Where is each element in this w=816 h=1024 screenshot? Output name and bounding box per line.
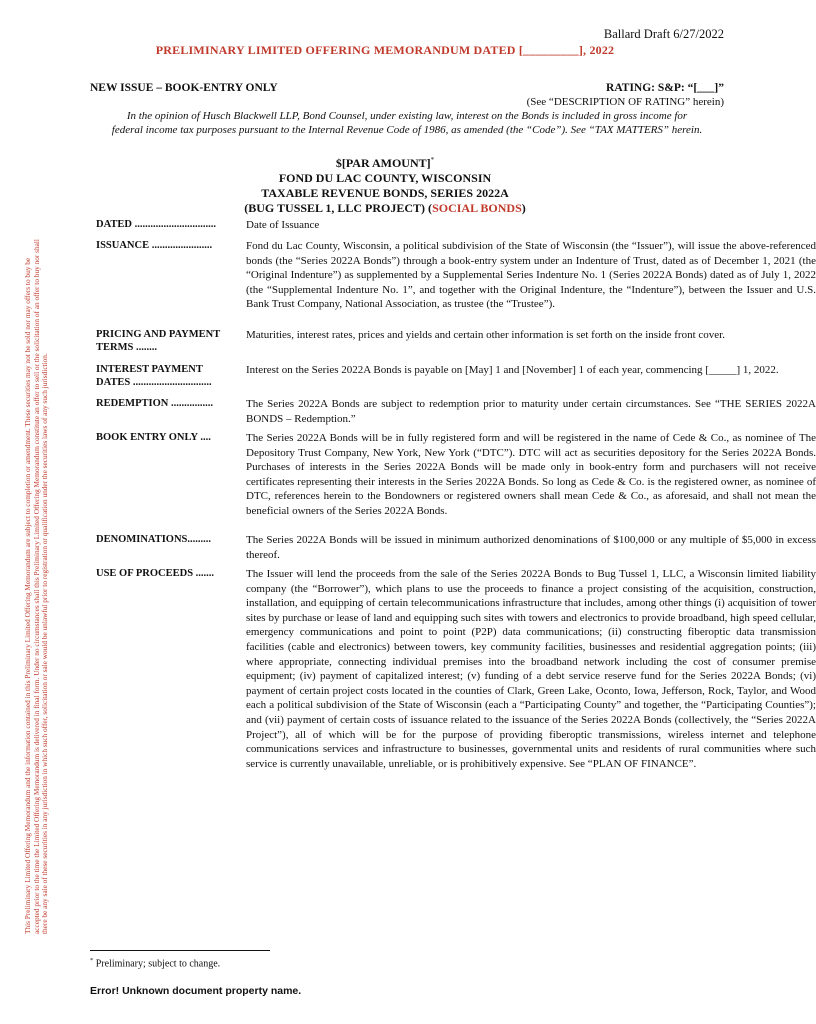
footnote-divider — [90, 950, 270, 951]
document-property-error: Error! Unknown document property name. — [90, 985, 302, 997]
term-label: DATED ............................... — [96, 219, 216, 230]
term-label: PRICING AND PAYMENT TERMS ........ — [96, 329, 221, 353]
bond-title-block — [0, 153, 770, 216]
rating-reference: (See “DESCRIPTION OF RATING” herein) — [526, 96, 724, 108]
sidebar-notice-line: there be any sale of these securities in any jurisdiction in which such offer, solicitation or sale would be unlawful prior to registration or qualification under the securities laws of any such jurisdiction. — [40, 353, 50, 934]
term-text: Date of Issuance — [246, 219, 320, 231]
tax-opinion — [90, 110, 724, 137]
term-text: The Issuer will lend the proceeds from the sale of the Series 2022A Bonds to Bug Tussel 1, LLC, a Wisconsin limited liability company (the “Borrower”), which plans to use the proceeds to finance a project consisting of the acquisition, construction, installation, and equipping of certain telecommunications infrastructure that includes, among other things (i) acquisition of tower sites by purchase or lease of land and equipping such sites with towers and electronics to provide broadband, high speed cellular, emergency communications and point to point (P2P) data communications; (ii) constructing fiberoptic data transmission facilities (cable and electronics) between towers, key community facilities, businesses and residential aggregation points; (iii) where appropriate, connecting individual premises into the broadband network including the cost of consumer premise equipment; (iv) payment of capitalized interest; (v) funding of a debt service reserve fund for the Series 2022A Bonds; (vi) payment of certain project costs located in the counties of Clark, Green Lake, Oconto, Iowa, Jefferson, Rock, Taylor, and Wood each a political subdivision of the State of Wisconsin (each a “Participating County” and together, the “Participating Counties”); and (vii) payment of certain costs of issuance related to the issuance of the Series 2022A Bonds (collectively, the “Series 2022A Project”), all of which will be for the purpose of providing fiberoptic transmissions, wireless internet and telephone communications services and infrastructure to businesses, governmental units and residents of rural communities where such service is currently unavailable, unreliable, or is prohibitively expensive. See “PLAN OF FINANCE”. — [246, 568, 816, 770]
draft-label: Ballard Draft 6/27/2022 — [603, 27, 724, 41]
project-name — [0, 201, 770, 216]
project-name-close: ) — [521, 201, 526, 215]
bond-series-name: TAXABLE REVENUE BONDS, SERIES 2022A — [261, 186, 509, 200]
term-label: BOOK ENTRY ONLY .... — [96, 432, 211, 443]
term-label: ISSUANCE ....................... — [96, 240, 213, 251]
term-text: The Series 2022A Bonds are subject to redemption prior to maturity under certain circumstances. See “THE SERIES 2022A BONDS – Redemption.” — [246, 398, 816, 425]
term-text: Maturities, interest rates, prices and yields and certain other information is set forth on the inside front cover. — [246, 329, 725, 341]
term-label: USE OF PROCEEDS ....... — [96, 568, 215, 579]
new-issue-label: NEW ISSUE – BOOK-ENTRY ONLY — [90, 82, 278, 94]
footnote-mark: * — [90, 957, 94, 964]
issuer-name: FOND DU LAC COUNTY, WISCONSIN — [278, 171, 492, 185]
term-text: Fond du Lac County, Wisconsin, a political subdivision of the State of Wisconsin (the “Issuer”), will issue the above-referenced bonds (the “Series 2022A Bonds”) through a book-entry system under an Indenture of Trust, dated as of December 1, 2021 (the “Original Indenture”) as supplemented by a Supplemental Series Indenture No. 1 (Series 2022A Bonds) dated as of July 1, 2022 (the “Supplemental Indenture No. 1”, and together with the Original Indenture, the “Indenture”), between the Issuer and U.S. Bank Trust Company, National Association, as trustee (the “Trustee”). — [246, 240, 816, 311]
project-name-text: (BUG TUSSEL 1, LLC PROJECT) ( — [244, 201, 433, 215]
tax-opinion-line: In the opinion of Husch Blackwell LLP, Bond Counsel, under existing law, interest on the Bonds is included in gross income for — [126, 110, 688, 122]
term-text: The Series 2022A Bonds will be in fully registered form and will be registered in the name of Cede & Co., as nominee of The Depository Trust Company, New York, New York (“DTC”). DTC will act as securities depository for the Series 2022A Bonds. Purchases of interests in the Series 2022A Bonds will be made only in book-entry form and purchasers will not receive certificates representing their interests in the Series 2022A Bonds. So long as Cede & Co. is the registered owner, as nominee of DTC, references herein to the Bondowners or registered owners shall mean Cede & Co., as aforesaid, and shall not mean the beneficial owners of the Series 2022A Bonds. — [246, 432, 816, 517]
rating-label: RATING: S&P: “[___]” — [606, 82, 724, 94]
par-amount-footnote-mark: * — [430, 156, 435, 164]
term-text: The Series 2022A Bonds will be issued in minimum authorized denominations of $100,000 or any multiple of $5,000 in excess thereof. — [246, 534, 816, 561]
par-amount-text: $[PAR AMOUNT] — [335, 156, 431, 170]
term-text: Interest on the Series 2022A Bonds is payable on [May] 1 and [November] 1 of each year, commencing [_____] 1, 2022. — [246, 364, 779, 376]
term-label: DENOMINATIONS......... — [96, 534, 212, 545]
social-bonds-label: SOCIAL BONDS — [432, 201, 522, 215]
footnote — [90, 957, 220, 969]
term-label: INTEREST PAYMENT DATES .............................. — [96, 364, 212, 388]
par-amount — [0, 153, 770, 171]
sidebar-notice-line: This Preliminary Limited Offering Memorandum and the information contained in this Preliminary Limited Offering Memorandum are subject to completion or amendment. These securities may not be sold nor may offers to buy be — [23, 257, 32, 934]
sidebar-notice-line: accepted prior to the time the Limited Offering Memorandum is delivered in final form. Under no circumstances shall this Preliminary Limited Offering Memorandum constitute an offer to sell or the solicitation of an offer to buy nor shall — [31, 239, 41, 934]
term-label: REDEMPTION ................ — [96, 398, 213, 409]
tax-opinion-line: federal income tax purposes pursuant to the Internal Revenue Code of 1986, as amended (the “Code”). See “TAX MATTERS” herein. — [111, 123, 703, 136]
footnote-text: Preliminary; subject to change. — [95, 958, 221, 970]
preliminary-title: PRELIMINARY LIMITED OFFERING MEMORANDUM DATED [_________], 2022 — [155, 43, 615, 57]
